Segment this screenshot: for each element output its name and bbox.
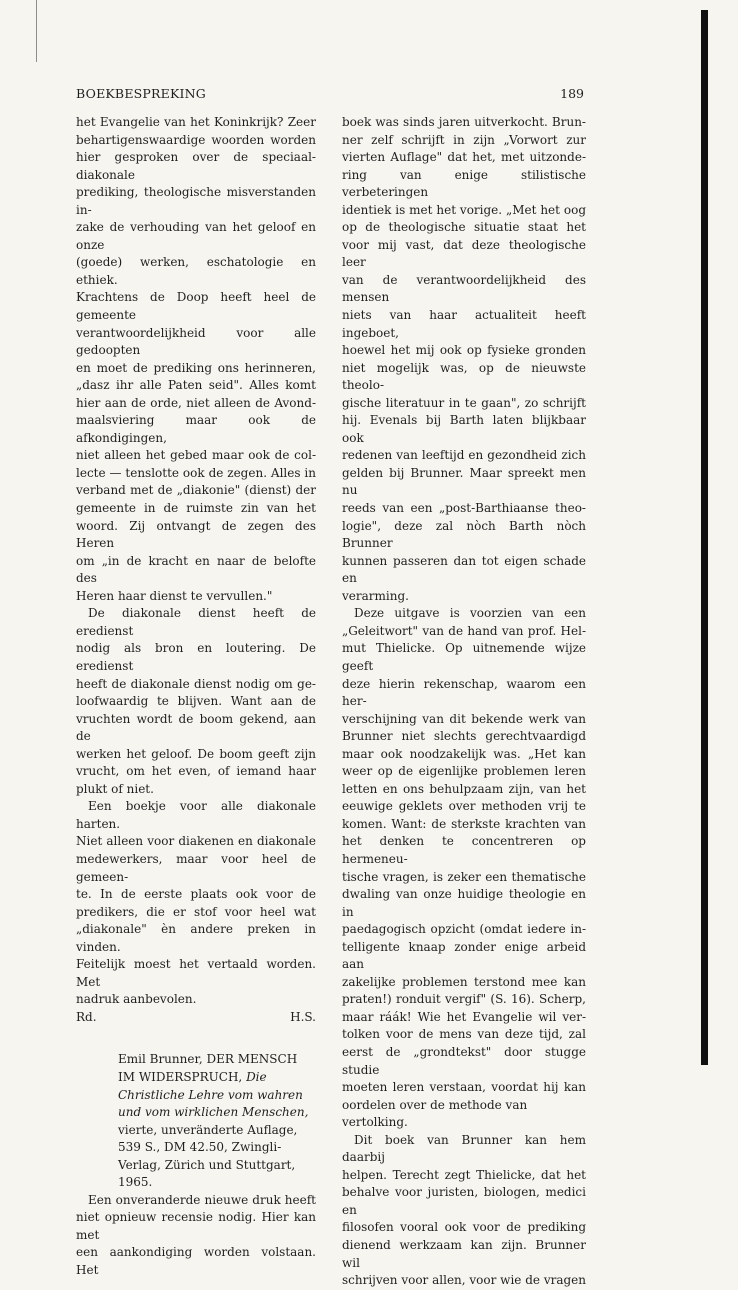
book-title: DER MENSCH IM WIDERSPRUCH, (118, 1052, 298, 1084)
text-line: verarming. (342, 588, 409, 603)
text-line: vierten Auflage" dat het, met uitzonde- (342, 150, 586, 165)
text-line: van de verantwoordelijkheid des mensen (342, 272, 586, 305)
page-header (76, 86, 584, 104)
text-line: identiek is met het vorige. „Met het oog (342, 202, 586, 217)
text-line: predikers, die er stof voor heel wat (76, 904, 316, 919)
text-line: gische literatuur in te gaan", zo schrijft (342, 395, 586, 410)
text-line: dwaling van onze huidige theologie en in (342, 887, 586, 919)
text-line: dienend werkzaam kan zijn. Brunner wil (342, 1238, 586, 1270)
text-line: praten!) ronduit vergif" (S. 16). Scherp, (342, 992, 586, 1007)
text-line: eerst de „grondtekst" door stugge studie (342, 1044, 586, 1077)
text-line: „Geleitwort" van de hand van prof. Hel- (342, 623, 586, 638)
review-2-paragraph-1 (76, 1192, 316, 1280)
text-line: vruchten wordt de boom gekend, aan de (76, 711, 316, 744)
text-line: Een boekje voor alle diakonale harten. (76, 799, 316, 831)
text-line: „dasz ihr alle Paten seid". Alles komt (76, 378, 316, 393)
text-line: maar ook noodzakelijk was. „Het kan (342, 746, 586, 761)
text-line: Deze uitgave is voorzien van een (354, 606, 586, 621)
text-line: hier aan de orde, niet alleen de Avond- (76, 395, 316, 410)
text-line: weer op de eigenlijke problemen leren (342, 764, 586, 779)
signoff (76, 1009, 316, 1027)
review-1-paragraph-3 (76, 798, 316, 1009)
text-line: (goede) werken, eschatologie en ethiek. (76, 255, 316, 287)
text-line: verschijning van dit bekende werk van (342, 711, 586, 726)
text-line: hij. Evenals bij Barth laten blijkbaar ook (342, 413, 586, 445)
text-line: letten en ons behulpzaam zijn, van het (342, 781, 586, 796)
text-line: behartigenswaardige woorden worden (76, 132, 316, 147)
text-line: ner zelf schrijft in zijn „Vorwort zur (342, 132, 586, 147)
text-line: zakelijke problemen terstond mee kan (342, 974, 586, 989)
text-line: reeds van een „post-Barthiaanse theo- (342, 501, 586, 516)
text-line: niet mogelijk was, op de nieuwste theolo- (342, 360, 586, 393)
text-line: zake de verhouding van het geloof en onze (76, 220, 316, 252)
running-title: BOEKBESPREKING (76, 86, 206, 101)
text-line: tische vragen, is zeker een thematische (342, 869, 586, 884)
text-line: vrucht, om het even, of iemand haar (76, 764, 316, 779)
review-heading (118, 1051, 316, 1191)
text-line: medewerkers, maar voor heel de gemeen- (76, 851, 316, 884)
text-line: verband met de „diakonie" (dienst) der (76, 483, 316, 498)
text-line: paedagogisch opzicht (omdat iedere in- (342, 922, 586, 937)
text-line: behalve voor juristen, biologen, medici en (342, 1185, 586, 1217)
text-line: te. In de eerste plaats ook voor de (76, 887, 316, 902)
text-line: nadruk aanbevolen. (76, 992, 197, 1007)
text-line: plukt of niet. (76, 781, 154, 796)
text-line: deze hierin rekenschap, waarom een her- (342, 676, 586, 709)
text-line: het denken te concentreren op hermeneu- (342, 834, 586, 866)
scan-edge-right (701, 10, 708, 1065)
text-line: om „in de kracht en naar de belofte des (76, 553, 316, 586)
text-line: prediking, theologische misverstanden in- (76, 185, 316, 217)
text-line: mut Thielicke. Op uitnemende wijze geeft (342, 641, 586, 673)
text-line: werken het geloof. De boom geeft zijn (76, 746, 316, 761)
signoff-location: Rd. (76, 1009, 97, 1024)
text-line: niet opnieuw recensie nodig. Hier kan met (76, 1210, 316, 1242)
text-line: voor mij vast, dat deze theologische leer (342, 237, 586, 270)
text-line: maalsviering maar ook de afkondigingen, (76, 413, 316, 445)
text-line: hoewel het mij ook op fysieke gronden (342, 343, 586, 358)
book-details: vierte, unveränderte Auflage, 539 S., DM 42.50, Zwingli-Verlag, Zürich und Stuttgart, 1965. (118, 1122, 298, 1190)
text-line: tolken voor de mens van deze tijd, zal (342, 1027, 586, 1042)
text-line: loofwaardig te blijven. Want aan de (76, 694, 316, 709)
text-line: lecte — tenslotte ook de zegen. Alles in (76, 465, 316, 480)
text-line: heeft de diakonale dienst nodig om ge- (76, 676, 316, 691)
scan-edge-left (36, 0, 37, 62)
text-line: verantwoordelijkheid voor alle gedoopten (76, 325, 316, 358)
review-2-paragraph-2 (342, 114, 586, 605)
text-line: maar ráák! Wie het Evangelie wil ver- (342, 1009, 586, 1024)
text-line: gelden bij Brunner. Maar spreekt men nu (342, 465, 586, 498)
text-line: Brunner niet slechts gerechtvaardigd (342, 729, 586, 744)
review-2-paragraph-4 (342, 1132, 586, 1290)
text-line: nodig als bron en loutering. De eredienst (76, 641, 316, 673)
text-line: op de theologische situatie staat het (342, 220, 586, 235)
text-line: niet alleen het gebed maar ook de col- (76, 448, 316, 463)
text-line: Krachtens de Doop heeft heel de gemeente (76, 290, 316, 323)
text-line: Niet alleen voor diakenen en diakonale (76, 834, 316, 849)
text-line: woord. Zij ontvangt de zegen des Heren (76, 518, 316, 551)
text-line: redenen van leeftijd en gezondheid zich (342, 448, 586, 463)
review-1-paragraph-2 (76, 605, 316, 798)
text-line: „diakonale" èn andere preken in vinden. (76, 922, 316, 954)
text-line: filosofen vooral ook voor de prediking (342, 1220, 586, 1235)
text-line: moeten leren verstaan, voordat hij kan (342, 1080, 586, 1095)
text-line: komen. Want: de sterkste krachten van (342, 816, 586, 831)
text-line: De diakonale dienst heeft de eredienst (76, 606, 316, 638)
text-line: eeuwige geklets over methoden vrij te (342, 799, 586, 814)
review-1-paragraph-1 (76, 114, 316, 605)
text-line: boek was sinds jaren uitverkocht. Brun- (342, 115, 586, 129)
text-line: een aankondiging worden volstaan. Het (76, 1245, 316, 1277)
text-line: helpen. Terecht zegt Thielicke, dat het (342, 1167, 586, 1182)
left-column (76, 114, 316, 1280)
signoff-initials: H.S. (290, 1009, 316, 1024)
text-line: schrijven voor allen, voor wie de vragen (342, 1273, 586, 1288)
text-line: het Evangelie van het Koninkrijk? Zeer (76, 115, 316, 129)
text-line: oordelen over de methode van vertolking. (342, 1097, 528, 1130)
text-line: en moet de prediking ons herinneren, (76, 360, 316, 375)
page-number: 189 (560, 86, 584, 101)
text-line: kunnen passeren dan tot eigen schade en (342, 553, 586, 586)
text-line: Dit boek van Brunner kan hem daarbij (342, 1132, 586, 1165)
text-line: niets van haar actualiteit heeft ingeboet, (342, 308, 586, 340)
text-line: gemeente in de ruimste zin van het (76, 501, 316, 516)
text-line: hier gesproken over de speciaal-diakonale (76, 150, 316, 182)
book-author: Emil Brunner, (118, 1052, 207, 1067)
text-line: telligente knaap zonder enige arbeid aan (342, 939, 586, 972)
text-line: logie", deze zal nòch Barth nòch Brunner (342, 518, 586, 551)
right-column (342, 114, 586, 1290)
book-subtitle: Die Christliche Lehre vom wahren und vom wirklichen Menschen, (118, 1069, 309, 1120)
text-line: Feitelijk moest het vertaald worden. Met (76, 957, 316, 989)
text-line: Een onveranderde nieuwe druk heeft (88, 1192, 316, 1207)
review-2-paragraph-3 (342, 605, 586, 1131)
text-line: ring van enige stilistische verbeteringen (342, 167, 586, 200)
text-line: Heren haar dienst te vervullen." (76, 588, 273, 603)
